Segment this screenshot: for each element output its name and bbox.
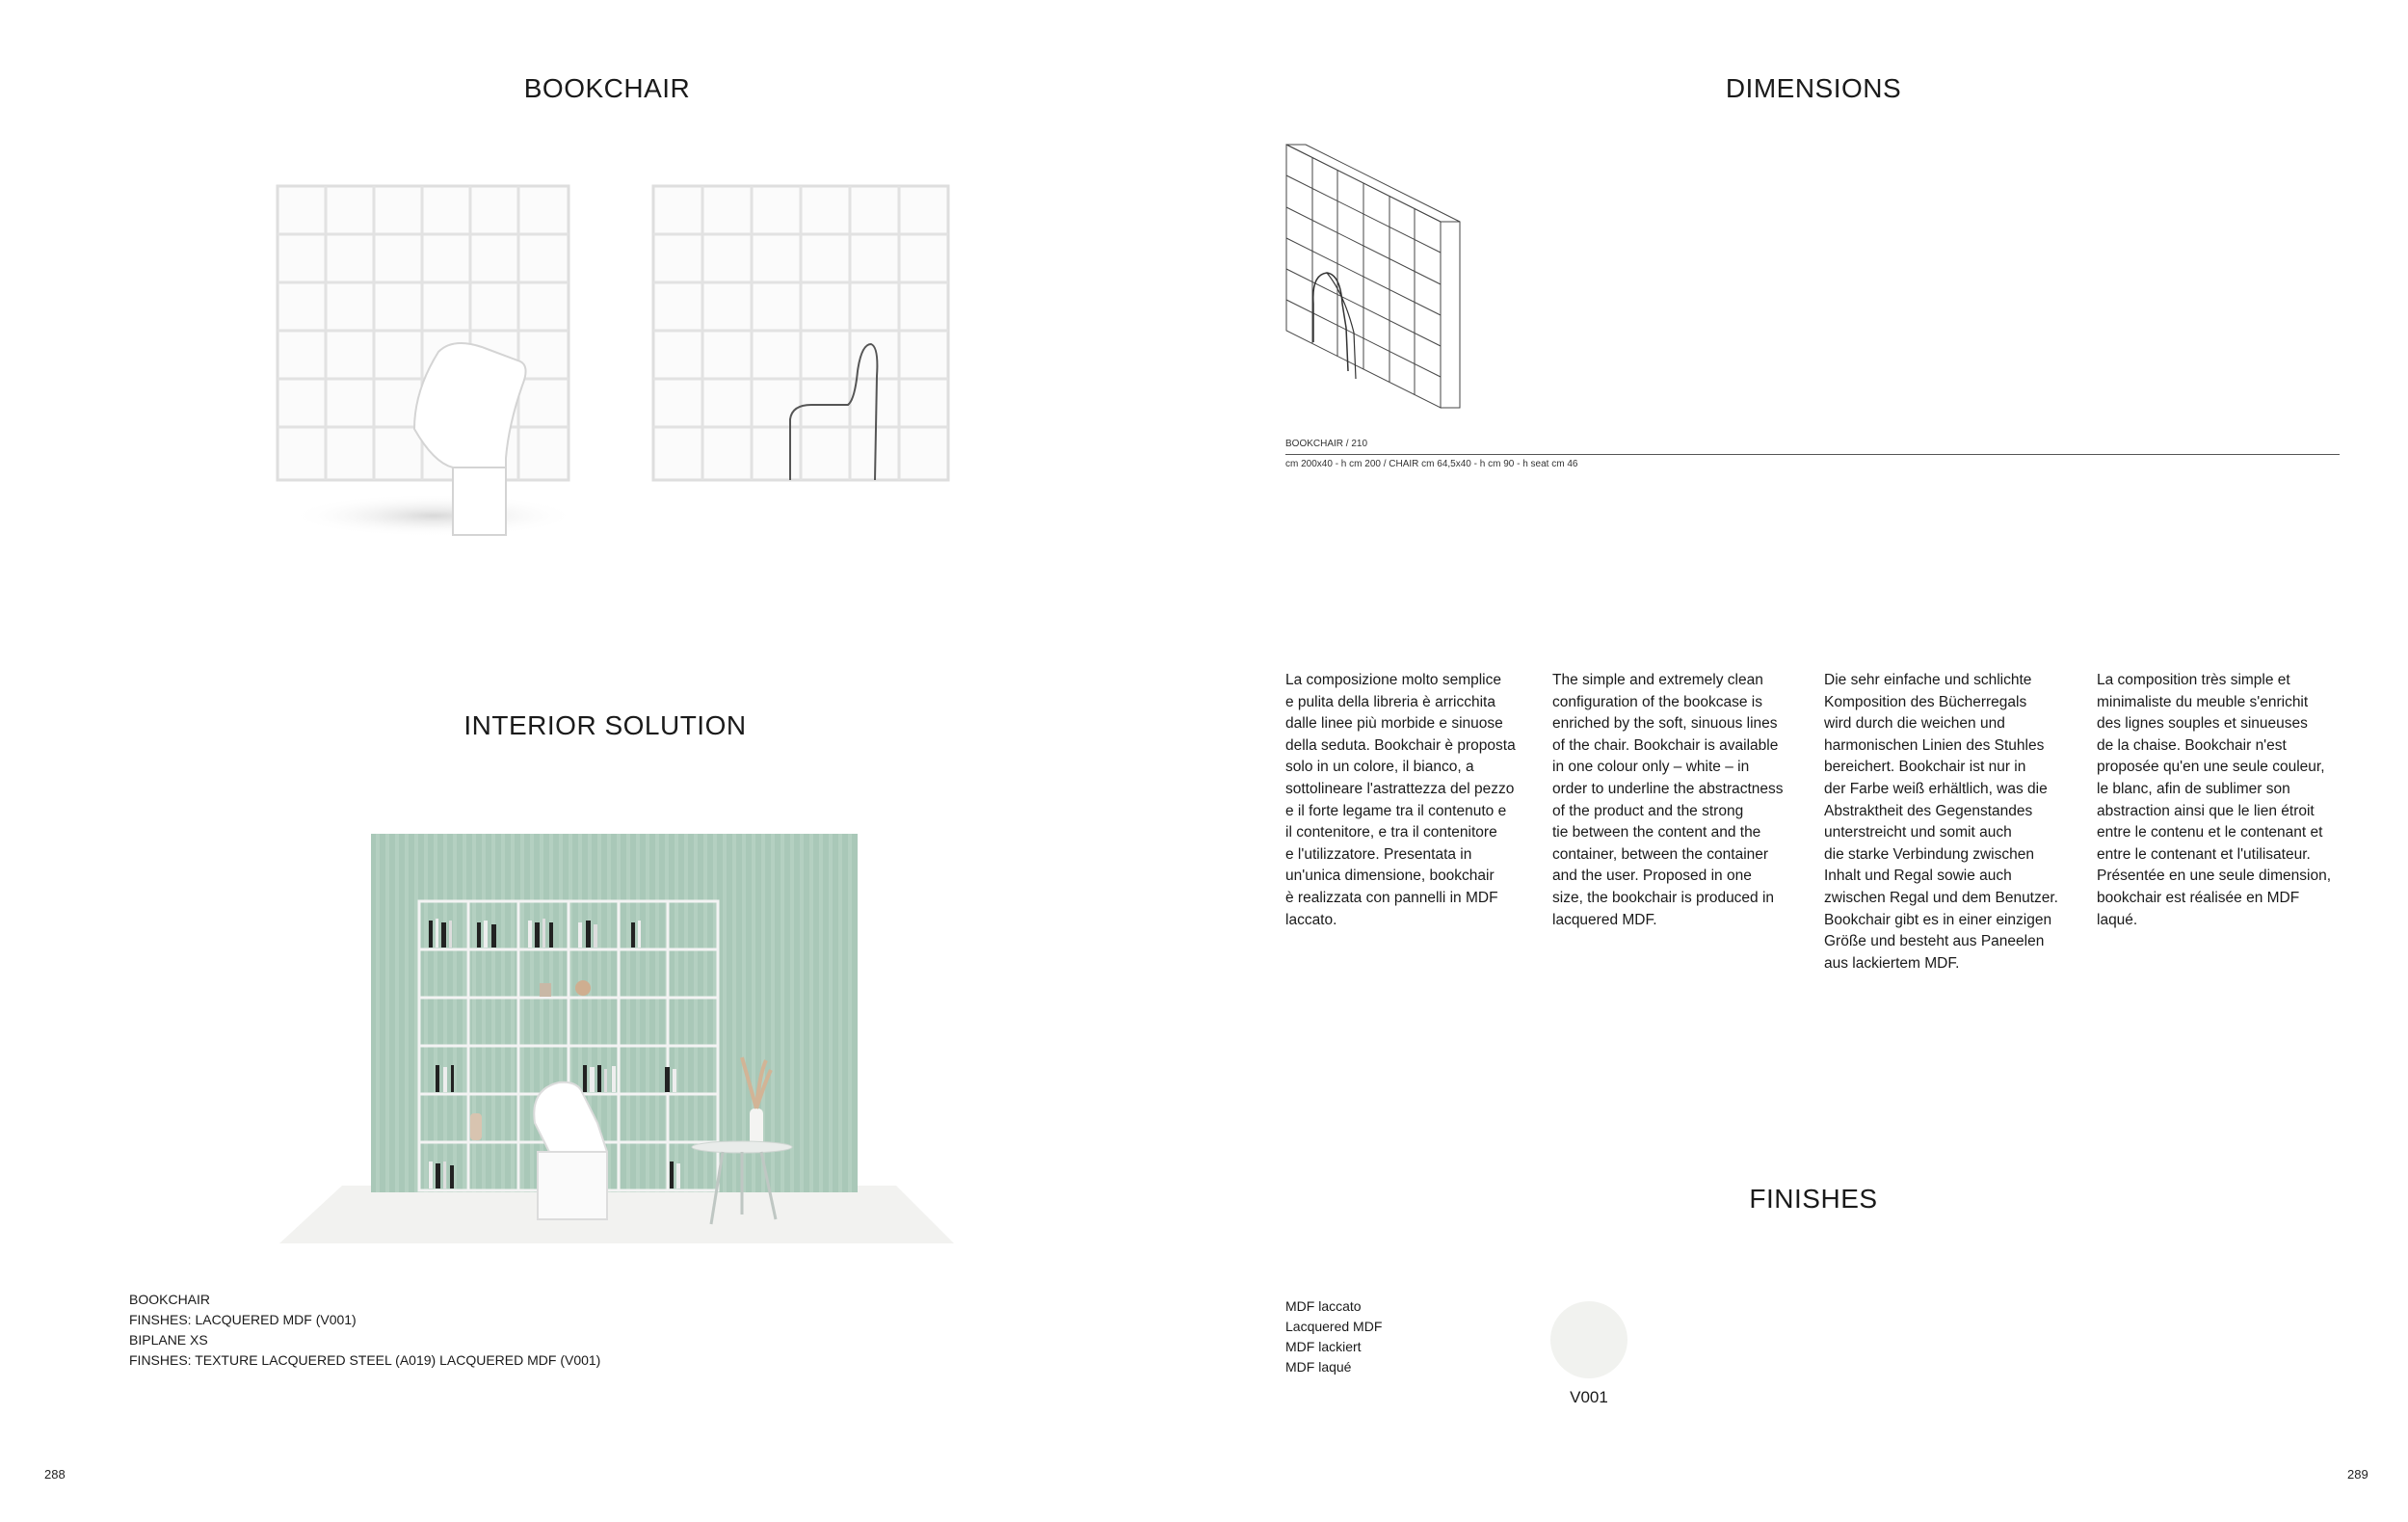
product-photo-bookchair-white	[270, 178, 578, 545]
description-french: La composition très simple et minimaliste du meuble s'enrichit des lignes souples et sinueuses de la chaise. Bookchair n'est proposée qu'en une seule couleur, le blanc, afin de sublimer son abstraction ainsi que le lien étroit entre le contenu et le contenant et entre le contenant et l'utilisateur. Présentée en une seule dimension, bookchair est réalisée en MDF laqué.	[2097, 672, 2331, 928]
caption-line: FINSHES: LACQUERED MDF (V001)	[129, 1312, 357, 1327]
caption-line: BIPLANE XS	[129, 1332, 208, 1348]
bookchair-title: BOOKCHAIR	[523, 73, 691, 103]
dimension-label: BOOKCHAIR / 210	[1285, 439, 1368, 449]
interior-solution-title: INTERIOR SOLUTION	[463, 710, 747, 740]
caption-line: FINSHES: TEXTURE LACQUERED STEEL (A019) LACQUERED MDF (V001)	[129, 1352, 601, 1368]
finish-name: MDF laccato	[1285, 1298, 1362, 1314]
description-english: The simple and extremely clean configuration of the bookcase is enriched by the soft, sinuous lines of the chair. Bookchair is available in one colour only – white – in order to underline the abstractness of the product and the strong tie between the content and the container, between the container and the user. Proposed in one size, the bookchair is produced in lacquered MDF.	[1552, 672, 1784, 928]
finish-names-list	[1285, 1296, 1382, 1377]
dimension-rule	[1285, 454, 2340, 455]
dimension-technical-drawing	[1277, 140, 1469, 419]
product-photo-bookchair-wire	[648, 178, 956, 496]
interior-caption	[129, 1290, 600, 1371]
page-number-right: 289	[2347, 1467, 2368, 1482]
finish-swatch-code: V001	[1570, 1388, 1608, 1406]
dimension-spec: cm 200x40 - h cm 200 / CHAIR cm 64,5x40 - h cm 90 - h seat cm 46	[1285, 459, 1578, 469]
finish-swatch-v001	[1550, 1301, 1627, 1378]
finish-name: MDF lackiert	[1285, 1339, 1362, 1354]
finish-name: Lacquered MDF	[1285, 1319, 1383, 1334]
finishes-title: FINISHES	[1749, 1184, 1878, 1214]
page-number-left: 288	[44, 1467, 66, 1482]
interior-scene-photo	[279, 834, 954, 1248]
description-german: Die sehr einfache und schlichte Komposition des Bücherregals wird durch die weichen und harmonischen Linien des Stuhles bereichert. Bookchair ist nur in der Farbe weiß erhältlich, was die Abstraktheit des Gegenstandes unterstreicht und somit auch die starke Verbindung zwischen Inhalt und Regal sowie auch zwischen Regal und dem Benutzer. Bookchair gibt es in einer einzigen Größe und besteht aus Paneelen aus lackiertem MDF.	[1824, 672, 2058, 972]
finish-name: MDF laqué	[1285, 1359, 1352, 1375]
description-italian: La composizione molto semplice e pulita della libreria è arricchita dalle linee più morbide e sinuose della seduta. Bookchair è proposta solo in un colore, il bianco, a sottolineare l'astrattezza del pezzo e il forte legame tra il contenuto e il contenitore, e tra il contenitore e l'utilizzatore. Presentata in un'unica dimensione, bookchair è realizzata con pannelli in MDF laccato.	[1285, 672, 1516, 928]
dimensions-title: DIMENSIONS	[1725, 73, 1902, 103]
caption-line: BOOKCHAIR	[129, 1292, 211, 1307]
